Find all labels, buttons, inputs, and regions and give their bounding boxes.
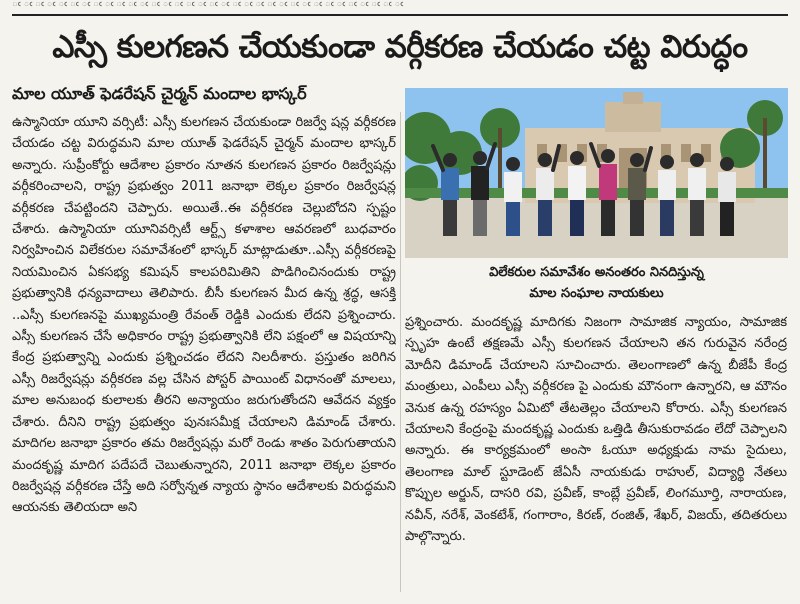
- photo-caption: [405, 262, 788, 306]
- news-photo: [405, 88, 788, 258]
- clipped-previous-text: ఁ ఁ ఁ ఁ ఁ ఁ ఁ ఁ ఁ ఁ ఁ ఁ ఁ ఁ ఁ ఁ ఁ ఁ ఁ ఁ ఁ ఁ ఁ ఁ ఁ ఁ ఁ ఁ ఁ ఁ ఁ ఁ ఁ ఁ: [12, 0, 404, 8]
- group-photo-illustration: [405, 88, 788, 258]
- column-divider: [400, 112, 401, 592]
- caption-line-1: విలేకరుల సమావేశం అనంతరం నినదిస్తున్న: [489, 265, 704, 280]
- article-body-left-column: ఉస్మానియా యూని వర్సిటీ: ఎస్సీ కులగణన చేయకుండా రిజర్వే షన్ల వర్గీకరణ చేయడం చట్ట విరుద్ధమని మాల యూత్ ఫెడరేషన్ చైర్మన్ మందాల భాస్కర్ అన్నారు. సుప్రీంకోర్టు ఆదేశాల ప్రకారం నూతన కులగణన ప్రకారం రిజర్వేషన్లు వర్గీకరించాలని, రాష్ట్ర ప్రభుత్వం 2011 జనాభా లెక్కల ప్రకారం రిజర్వేషన్ల వర్గీకరణ చేపట్టిందని చెప్పారు. అయితే..ఈ వర్గీకరణ చెల్లుబోదని స్పష్టం చేశారు. ఉస్మానియా యూనివర్సిటీ ఆర్ట్స్ కళాశాల ఆవరణలో బుధవారం నిర్వహించిన విలేకరుల సమావేశంలో భాస్కర్ మాట్లాడుతూ..ఎస్సీ వర్గీకరణపై నియమించిన ఏకసభ్య కమిషన్ కాలపరిమితిని పొడిగించినందుకు రాష్ట్ర ప్రభుత్వానికి ధన్యవాదాలు తెలిపారు. బీసీ కులగణన మీద ఉన్న శ్రద్ధ, ఆసక్తి ..ఎస్సీ కులగణనపై ముఖ్యమంత్రి రేవంత్ రెడ్డికి ఎందుకు లేదని ప్రశ్నించారు. ఎస్సీ కులగణన చేసే అధికారం రాష్ట్ర ప్రభుత్వానికి లేని పక్షంలో ఆ విషయాన్ని కేంద్ర ప్రభుత్వాన్ని ఎందుకు ప్రశ్నించడం లేదని నిలదీశారు. ప్రస్తుతం జరిగిన ఎస్సీ రిజర్వేషన్లు వర్గీకరణ వల్ల చేసిన పోస్టర్ పాయింట్ విధానంతో మాలలు, మాల అనుబంధ కులాలకు తీరని అన్యాయం జరుగుతోందని ఆవేదన వ్యక్తం చేశారు. దీనిని రాష్ట్ర ప్రభుత్వం పునఃసమీక్ష చేయాలని డిమాండ్ చేశారు. మాదిగల జనాభా ప్రకారం తమ రిజర్వేషన్లు మరో రెండు శాతం పెరుగుతాయని మందకృష్ణ మాదిగ పదేపదే చెబుతున్నారని, 2011 జనాభా లెక్కల ప్రకారం రిజర్వేషన్ల వర్గీకరణ చేస్తే అది సర్వోన్నత న్యాయ స్థానం ఆదేశాలకు విరుద్ధమని ఆయనకు తెలియదా అని: [12, 115, 396, 516]
- headline: ఎస్సీ కులగణన చేయకుండా వర్గీకరణ చేయడం చట్ట విరుద్ధం: [52, 29, 748, 65]
- caption-line-2: మాల సంఘాల నాయకులు: [529, 286, 664, 301]
- subheadline: మాల యూత్ ఫెడరేషన్ చైర్మన్ మందాల భాస్కర్: [12, 84, 307, 103]
- top-rule: [12, 14, 788, 16]
- article-body-right-column: ప్రశ్నించారు. మందకృష్ణ మాదిగకు నిజంగా సామాజిక న్యాయం, సామాజిక స్పృహ ఉంటే తక్షణమే ఎస్సీ కులగణన చేయాలని తన గురువైన నరేంద్ర మోదీని డిమాండ్ చేయాలని సూచించారు. తెలంగాణలో ఉన్న బీజేపీ కేంద్ర మంత్రులు, ఎంపీలు ఎస్సీ వర్గీకరణ పై ఎందుకు మౌనంగా ఉన్నారని, ఆ మౌనం వెనుక ఉన్న రహస్యం ఏమిటో తేటతెల్లం చేయాలని కోరారు. ఎస్సీ కులగణన చేయాలని కేంద్రంపై మందకృష్ణ ఎందుకు ఒత్తిడి తీసుకురావడం లేదో చెప్పాలని అన్నారు. ఈ కార్యక్రమంలో అంసా ఓయూ అధ్యక్షుడు నామ సైదులు, తెలంగాణ మాల్ స్టూడెంట్ జేఏసీ నాయకుడు రాహుల్, విద్యార్థి నేతలు కొప్పుల అర్జున్, దాసరి రవి, ప్రవీణ్, కాంబ్లే ప్రవీణ్, లింగమూర్తి, నారాయణ, నవీన్, నరేశ్, వెంకటేశ్, గంగారాం, కిరణ్, రంజిత్, శేఖర్, విజయ్, తదితరులు పాల్గొన్నారు.: [405, 315, 787, 545]
